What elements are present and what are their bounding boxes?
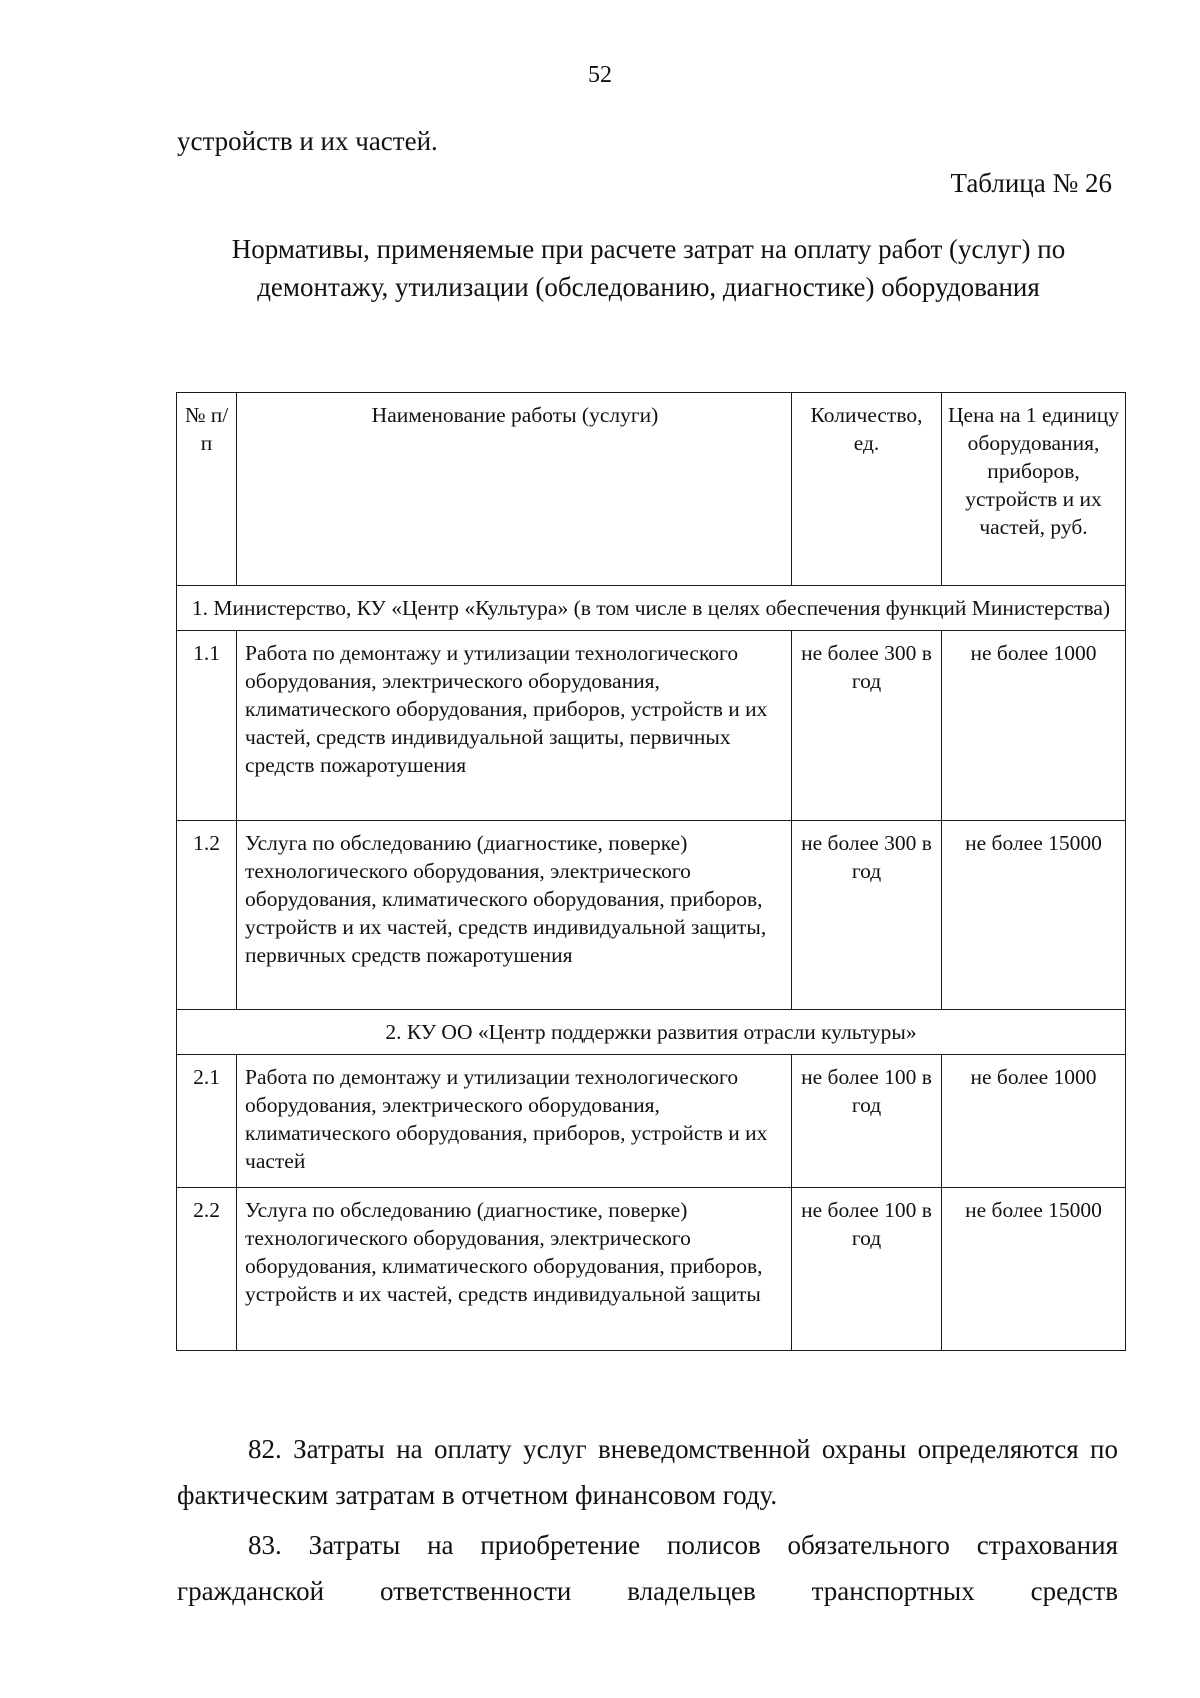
- header-num: № п/п: [177, 393, 237, 586]
- row-qty: не более 100 в год: [792, 1055, 942, 1188]
- section-row: [177, 586, 1126, 631]
- row-price: не более 1000: [942, 631, 1126, 821]
- table-number: Таблица № 26: [950, 168, 1112, 198]
- row-num: 1.2: [177, 821, 237, 1010]
- paragraph-83: 83. Затраты на приобретение полисов обязательного страхования гражданской ответственности владельцев транспортных средств: [177, 1530, 1118, 1606]
- continuation-text: устройств и их частей.: [177, 126, 438, 156]
- row-name: Работа по демонтажу и утилизации технологического оборудования, электрического оборудования, климатического оборудования, приборов, устройств и их частей, средств индивидуальной защиты, первичных средств пожаротушения: [237, 631, 792, 821]
- norms-table: [176, 392, 1126, 1351]
- header-name: Наименование работы (услуги): [237, 393, 792, 586]
- row-qty: не более 300 в год: [792, 821, 942, 1010]
- row-num: 2.1: [177, 1055, 237, 1188]
- header-qty: Количество, ед.: [792, 393, 942, 586]
- row-name: Работа по демонтажу и утилизации технологического оборудования, электрического оборудования, климатического оборудования, приборов, устройств и их частей: [237, 1055, 792, 1188]
- row-num: 1.1: [177, 631, 237, 821]
- header-price: Цена на 1 единицу оборудования, приборов, устройств и их частей, руб.: [942, 393, 1126, 586]
- row-num: 2.2: [177, 1188, 237, 1351]
- row-name: Услуга по обследованию (диагностике, поверке) технологического оборудования, электрического оборудования, климатического оборудования, приборов, устройств и их частей, средств индивидуальной защиты: [237, 1188, 792, 1351]
- table-row: [177, 1188, 1126, 1351]
- section-title: 1. Министерство, КУ «Центр «Культура» (в том числе в целях обеспечения функций Министерства): [177, 586, 1126, 631]
- row-qty: не более 100 в год: [792, 1188, 942, 1351]
- row-price: не более 15000: [942, 821, 1126, 1010]
- table-row: [177, 631, 1126, 821]
- table-row: [177, 821, 1126, 1010]
- table-row: [177, 1055, 1126, 1188]
- row-price: не более 1000: [942, 1055, 1126, 1188]
- row-qty: не более 300 в год: [792, 631, 942, 821]
- row-name: Услуга по обследованию (диагностике, поверке) технологического оборудования, электрического оборудования, климатического оборудования, приборов, устройств и их частей, средств индивидуальной защиты, первичных средств пожаротушения: [237, 821, 792, 1010]
- table-header-row: [177, 393, 1126, 586]
- row-price: не более 15000: [942, 1188, 1126, 1351]
- paragraph-82: 82. Затраты на оплату услуг вневедомственной охраны определяются по фактическим затратам в отчетном финансовом году.: [177, 1434, 1118, 1510]
- section-row: [177, 1010, 1126, 1055]
- page-number: 52: [588, 62, 612, 88]
- table-title: Нормативы, применяемые при расчете затрат на оплату работ (услуг) по демонтажу, утилизации (обследованию, диагностике) оборудования: [231, 234, 1066, 302]
- section-title: 2. КУ ОО «Центр поддержки развития отрасли культуры»: [177, 1010, 1126, 1055]
